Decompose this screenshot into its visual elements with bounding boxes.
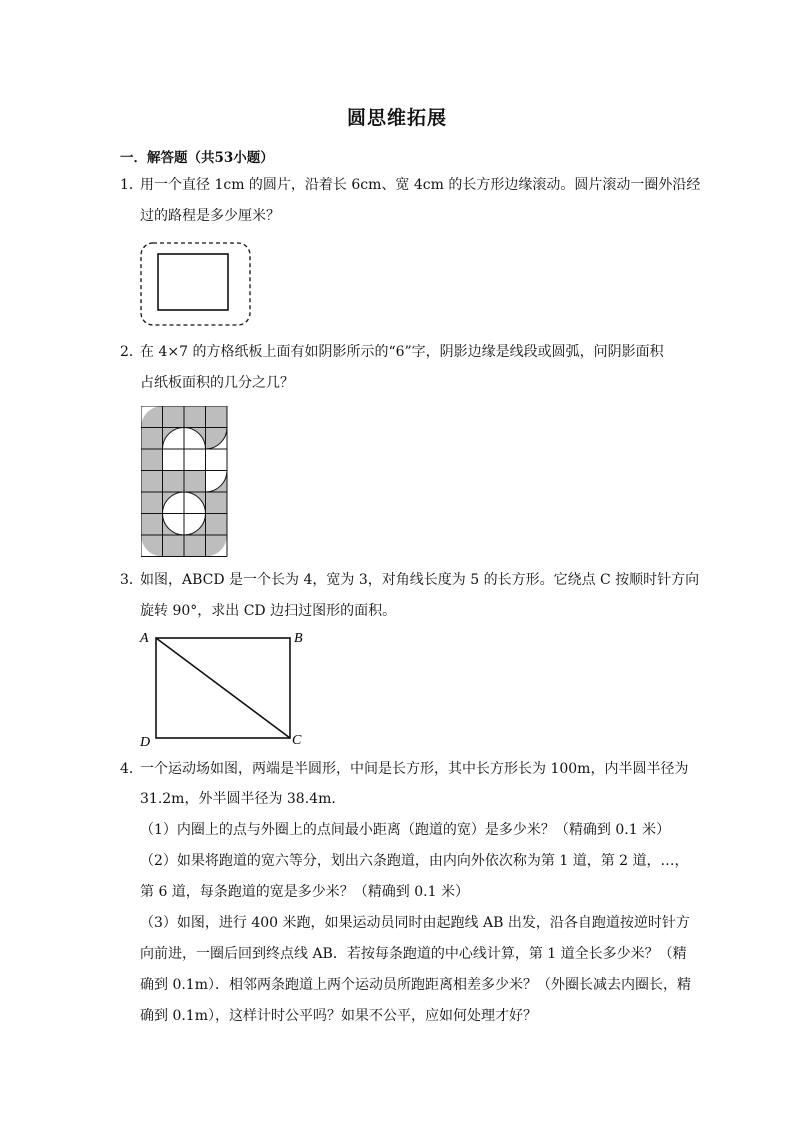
q1-text-line1: 用一个直径 1cm 的圆片，沿着长 6cm、宽 4cm 的长方形边缘滚动。圆片滚动一圈外沿经 — [140, 177, 701, 193]
q1-text-line2: 过的路程是多少厘米？ — [140, 208, 280, 224]
q1-figure-rolling-circle — [138, 240, 254, 328]
diagonal-ac — [156, 638, 290, 738]
q1-number: 1． — [120, 177, 143, 193]
q4-part3-line4: 确到 0.1m），这样计时公平吗？如果不公平，应如何处理才好？ — [140, 1008, 537, 1024]
section-heading: 一．解答题（共53小题） — [120, 150, 274, 166]
q4-text-line1: 一个运动场如图，两端是半圆形，中间是长方形，其中长方形长为 100m，内半圆半径为 — [140, 761, 689, 777]
label-c: C — [292, 733, 302, 748]
q2-number: 2． — [120, 344, 143, 360]
label-d: D — [140, 735, 151, 750]
q4-part3-line1: （3）如图，进行 400 米跑，如果运动员同时由起跑线 AB 出发，沿各自跑道按逆时针方 — [140, 915, 690, 931]
q3-number: 3． — [120, 572, 143, 588]
q4-part1: （1）内圈上的点与外圈上的点间最小距离（跑道的宽）是多少米？（精确到 0.1 米） — [140, 822, 671, 838]
rectangle-outline — [158, 254, 228, 310]
label-b: B — [294, 631, 303, 646]
q4-part2-line2: 第 6 道，每条跑道的宽是多少米？（精确到 0.1 米） — [140, 884, 469, 900]
q2-figure-grid-six — [141, 406, 235, 558]
q3-text-line1: 如图，ABCD 是一个长为 4，宽为 3，对角线长度为 5 的长方形。它绕点 C 按顺时针方向 — [140, 572, 700, 588]
q4-part3-line2: 向前进，一圈后回到终点线 AB．若按每条跑道的中心线计算，第 1 道全长多少米？（精 — [140, 946, 687, 962]
q2-text-line1: 在 4×7 的方格纸板上面有如阴影所示的“6”字，阴影边缘是线段或圆弧，问阴影面积 — [140, 344, 664, 360]
q4-text-line2: 31.2m，外半圆半径为 38.4m． — [140, 791, 346, 807]
q2-text-line2: 占纸板面积的几分之几？ — [140, 375, 294, 391]
q4-part2-line1: （2）如果将跑道的宽六等分，划出六条跑道，由内向外依次称为第 1 道，第 2 道，…， — [140, 853, 689, 869]
label-a: A — [140, 631, 149, 646]
q4-number: 4． — [120, 761, 143, 777]
page-title: 圆思维拓展 — [346, 107, 447, 129]
q3-text-line2: 旋转 90°，求出 CD 边扫过图形的面积。 — [140, 603, 397, 619]
q4-part3-line3: 确到 0.1m）．相邻两条跑道上两个运动员所跑距离相差多少米？（外圈长减去内圈长，精 — [140, 977, 691, 993]
q3-figure-rectangle-abcd — [136, 628, 316, 750]
